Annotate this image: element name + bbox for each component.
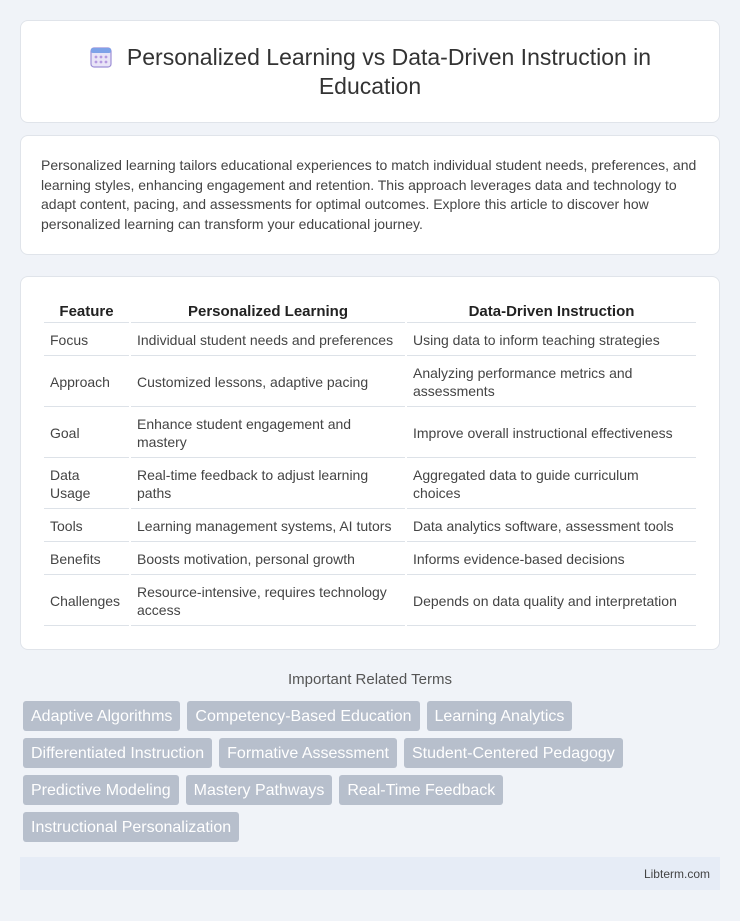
table-row <box>44 460 696 509</box>
related-term-tag[interactable]: Differentiated Instruction <box>23 738 212 768</box>
table-cell: Goal <box>44 409 129 458</box>
table-cell: Data analytics software, assessment tools <box>407 511 696 542</box>
comparison-table <box>42 297 698 628</box>
column-header: Feature <box>44 299 129 323</box>
related-term-tag[interactable]: Learning Analytics <box>427 701 573 731</box>
related-term-tag[interactable]: Competency-Based Education <box>187 701 419 731</box>
table-row <box>44 511 696 542</box>
header-card <box>20 20 720 123</box>
table-cell: Informs evidence-based decisions <box>407 544 696 575</box>
calendar-icon <box>89 45 113 69</box>
table-cell: Enhance student engagement and mastery <box>131 409 405 458</box>
related-term-tag[interactable]: Student-Centered Pedagogy <box>404 738 623 768</box>
related-term-tag[interactable]: Adaptive Algorithms <box>23 701 180 731</box>
table-row <box>44 544 696 575</box>
related-term-tag[interactable]: Mastery Pathways <box>186 775 333 805</box>
related-terms-list <box>23 701 720 842</box>
table-cell: Improve overall instructional effectiveness <box>407 409 696 458</box>
page-title <box>61 43 679 101</box>
table-cell: Tools <box>44 511 129 542</box>
comparison-table-card <box>20 276 720 650</box>
table-cell: Approach <box>44 358 129 407</box>
related-term-tag[interactable]: Predictive Modeling <box>23 775 179 805</box>
table-cell: Using data to inform teaching strategies <box>407 325 696 356</box>
table-cell: Individual student needs and preferences <box>131 325 405 356</box>
table-row <box>44 358 696 407</box>
footer-site-link[interactable]: Libterm.com <box>643 866 710 881</box>
column-header: Personalized Learning <box>131 299 405 323</box>
related-term-tag[interactable]: Real-Time Feedback <box>339 775 503 805</box>
table-cell: Focus <box>44 325 129 356</box>
related-terms-heading: Important Related Terms <box>288 671 452 688</box>
table-cell: Challenges <box>44 577 129 626</box>
table-cell: Aggregated data to guide curriculum choices <box>407 460 696 509</box>
table-row <box>44 325 696 356</box>
column-header: Data-Driven Instruction <box>407 299 696 323</box>
intro-card <box>20 135 720 255</box>
related-term-tag[interactable]: Formative Assessment <box>219 738 397 768</box>
table-cell: Real-time feedback to adjust learning paths <box>131 460 405 509</box>
table-cell: Resource-intensive, requires technology access <box>131 577 405 626</box>
footer <box>20 857 720 890</box>
page-title-text: Personalized Learning vs Data-Driven Instruction in Education <box>126 43 652 99</box>
related-term-tag[interactable]: Instructional Personalization <box>23 812 239 842</box>
table-cell: Customized lessons, adaptive pacing <box>131 358 405 407</box>
table-cell: Analyzing performance metrics and assessments <box>407 358 696 407</box>
table-cell: Learning management systems, AI tutors <box>131 511 405 542</box>
table-cell: Data Usage <box>44 460 129 509</box>
table-cell: Benefits <box>44 544 129 575</box>
table-row <box>44 409 696 458</box>
table-cell: Boosts motivation, personal growth <box>131 544 405 575</box>
intro-paragraph: Personalized learning tailors educational experiences to match individual student needs, preferences, and learning styles, enhancing engagement and retention. This approach leverages data and technology to adapt content, pacing, and assessments for optimal outcomes. Explore this article to discover how personalized learning can transform your educational journey. <box>41 157 697 232</box>
table-cell: Depends on data quality and interpretation <box>407 577 696 626</box>
table-header-row <box>44 299 696 323</box>
table-row <box>44 577 696 626</box>
